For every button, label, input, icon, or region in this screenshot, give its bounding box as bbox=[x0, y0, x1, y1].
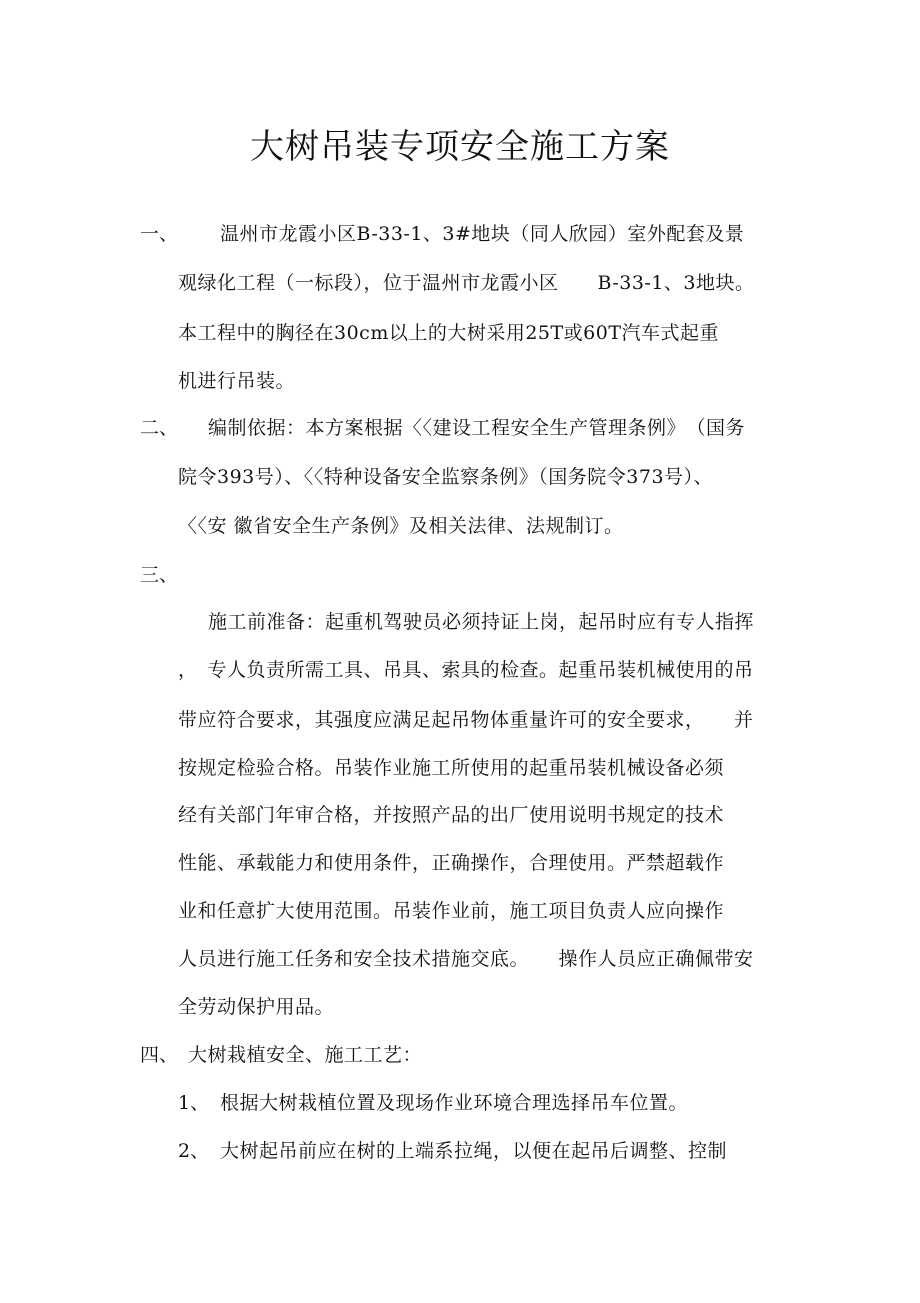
paragraph-line: 温州市龙霞小区B-33-1、3#地块（同人欣园）室外配套及景 bbox=[220, 223, 745, 245]
item-marker: 1、 bbox=[178, 1092, 210, 1114]
paragraph-line: 机进行吊装。 bbox=[178, 370, 296, 392]
section-marker: 三、 bbox=[140, 564, 179, 586]
item-marker: 2、 bbox=[178, 1140, 210, 1162]
paragraph-line: 本工程中的胸径在30cm以上的大树采用25T或60T汽车式起重 bbox=[178, 322, 720, 344]
paragraph-line: 施工前准备：起重机驾驶员必须持证上岗，起吊时应有专人指挥 bbox=[208, 611, 755, 633]
paragraph-line: 〈〈安 徽省安全生产条例》及相关法律、法规制订。 bbox=[178, 515, 624, 537]
paragraph-line: 人员进行施工任务和安全技术措施交底。 操作人员应正确佩带安 bbox=[178, 948, 754, 970]
document-title: 大树吊装专项安全施工方案 bbox=[250, 127, 670, 167]
paragraph-line: 带应符合要求，其强度应满足起吊物体重量许可的安全要求， 并 bbox=[178, 709, 754, 731]
section-marker: 四、 bbox=[140, 1044, 179, 1066]
section-marker: 一、 bbox=[140, 223, 179, 245]
paragraph-line: 观绿化工程（一标段），位于温州市龙霞小区 B-33-1、3地块。 bbox=[178, 272, 755, 294]
paragraph-line: 性能、承载能力和使用条件，正确操作，合理使用。严禁超载作 bbox=[178, 852, 725, 874]
item-text: 根据大树栽植位置及现场作业环境合理选择吊车位置。 bbox=[220, 1092, 689, 1114]
paragraph-line: 大树栽植安全、施工工艺： bbox=[188, 1044, 423, 1066]
paragraph-line: 按规定检验合格。吊装作业施工所使用的起重吊装机械设备必须 bbox=[178, 757, 725, 779]
paragraph-line: 全劳动保护用品。 bbox=[178, 996, 335, 1018]
paragraph-line: 经有关部门年审合格，并按照产品的出厂使用说明书规定的技术 bbox=[178, 804, 725, 826]
paragraph-line: 业和任意扩大使用范围。吊装作业前，施工项目负责人应向操作 bbox=[178, 900, 725, 922]
section-marker: 二、 bbox=[140, 417, 179, 439]
paragraph-line: 院令393号）、〈〈特种设备安全监察条例》（国务院令373号）、 bbox=[178, 466, 714, 488]
paragraph-line: 编制依据：本方案根据〈〈建设工程安全生产管理条例》 （国务 bbox=[208, 417, 746, 439]
paragraph-line: ， 专人负责所需工具、吊具、索具的检查。起重吊装机械使用的吊 bbox=[178, 659, 754, 681]
item-text: 大树起吊前应在树的上端系拉绳，以便在起吊后调整、控制 bbox=[220, 1140, 728, 1162]
